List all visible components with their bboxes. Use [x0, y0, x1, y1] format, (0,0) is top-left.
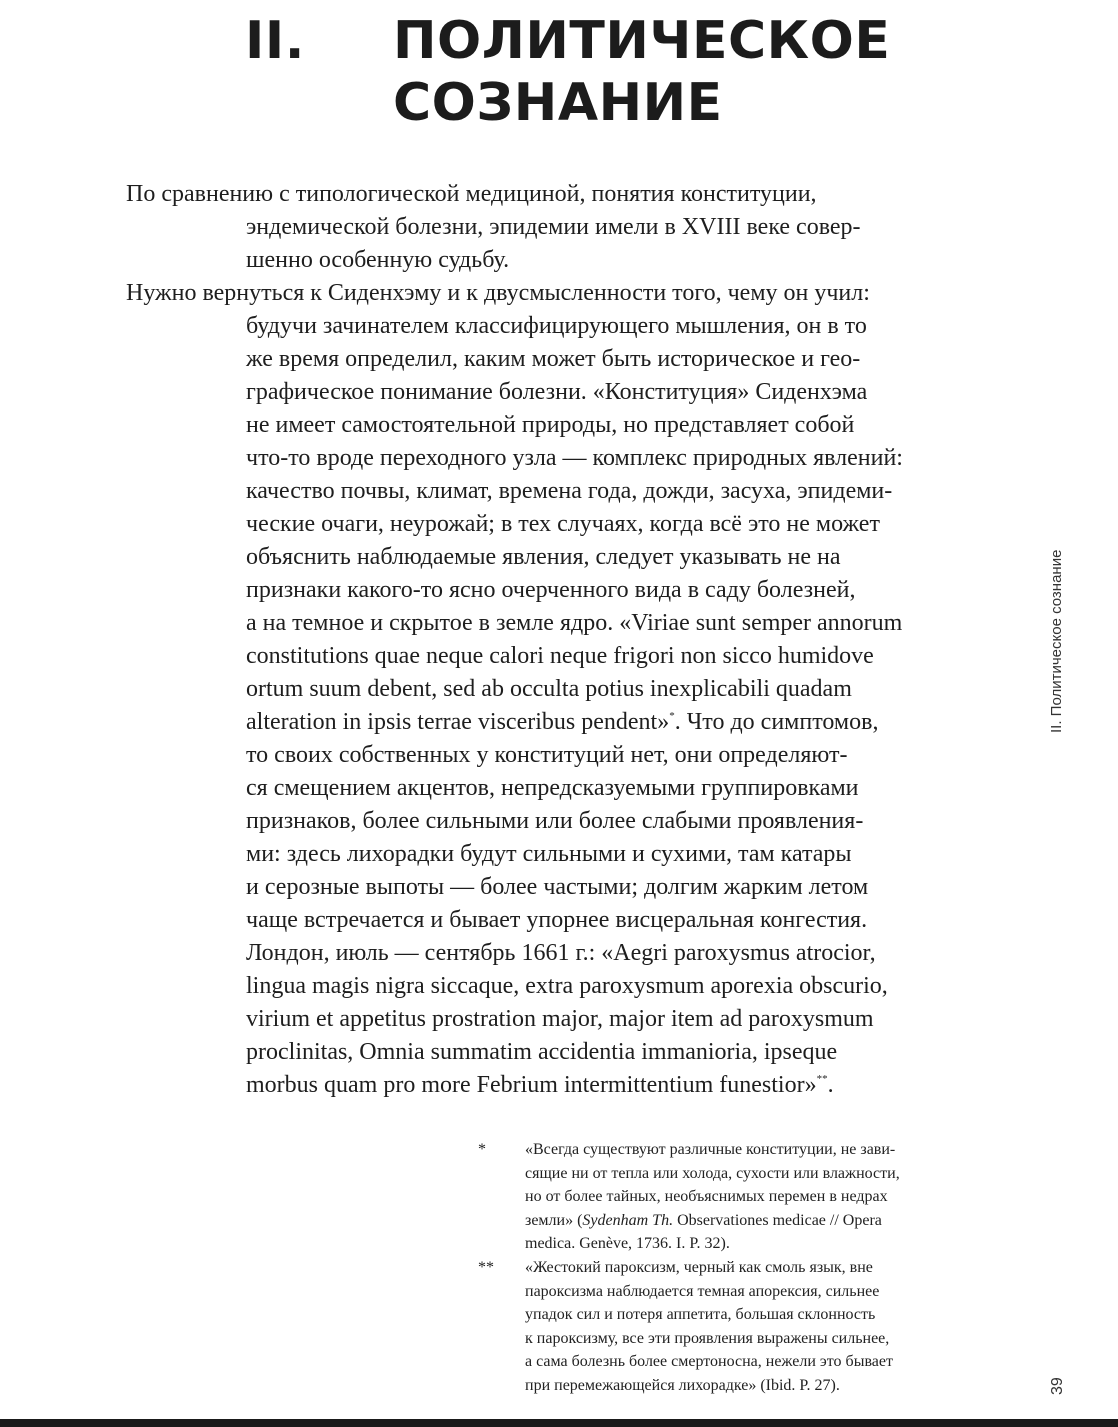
text-segment: alteration in ipsis terrae visceribus pendent» [246, 709, 670, 735]
text-line: ся смещением акцентов, непредсказуемыми группировками [246, 775, 859, 801]
text-line: графическое понимание болезни. «Конституция» Сиденхэма [246, 379, 868, 405]
footnote-line: сящие ни от тепла или холода, сухости или влажности, [525, 1164, 900, 1182]
bottom-rule [0, 1419, 1118, 1427]
text-line: ortum suum debent, sed ab occulta potius inexplicabili quadam [246, 676, 852, 702]
text-segment: morbus quam pro more Febrium intermittentium funestior» [246, 1072, 817, 1098]
text-line: что-то вроде переходного узла — комплекс природных явлений: [246, 445, 903, 471]
footnote-marker: ** [478, 1258, 494, 1276]
footnote-segment: земли» ( [525, 1211, 583, 1229]
footnote-text [525, 1138, 1008, 1256]
footnotes [478, 1138, 1008, 1398]
text-line: lingua magis nigra siccaque, extra paroxysmum aporexia obscurio, [246, 973, 888, 999]
text-line: ческие очаги, неурожай; в тех случаях, когда всё это не может [246, 511, 880, 537]
text-line: чаще встречается и бывает упорнее висцеральная конгестия. [246, 907, 868, 933]
text-line: Нужно вернуться к Сиденхэму и к двусмысленности того, чему он учил: [126, 280, 870, 306]
footnote-line: medica. Genève, 1736. I. P. 32). [525, 1235, 730, 1253]
footnote-line: при перемежающейся лихорадке» (Ibid. P. 27). [525, 1376, 840, 1394]
footnote-line: пароксизма наблюдается темная апорексия, сильнее [525, 1282, 880, 1300]
footnote-2 [478, 1256, 1008, 1398]
chapter-title-line: СОЗНАНИЕ [393, 73, 723, 133]
text-line: Лондон, июль — сентябрь 1661 г.: «Aegri paroxysmus atrocior, [246, 940, 876, 966]
chapter-title [393, 10, 1013, 134]
text-line: же время определил, каким может быть историческое и гео- [246, 346, 861, 372]
text-line: proclinitas, Omnia summatim accidentia immanioria, ipseque [246, 1039, 838, 1065]
text-line: а на темное и скрытое в земле ядро. «Viriae sunt semper annorum [246, 610, 903, 636]
text-line-with-note [126, 706, 1012, 739]
footnote-line: «Всегда существуют различные конституции, не зави- [525, 1141, 896, 1158]
text-line: качество почвы, климат, времена года, дожди, засуха, эпидеми- [246, 478, 893, 504]
footnote-ref: * [669, 710, 675, 722]
chapter-title-line: ПОЛИТИЧЕСКОЕ [393, 11, 891, 71]
chapter-number: II. [245, 11, 305, 71]
paragraph-1 [126, 178, 1012, 277]
page-number: 39 [1049, 1377, 1066, 1395]
text-segment: . Что до симптомов, [674, 709, 879, 735]
text-line: constitutions quae neque calori neque frigori non sicco humidove [246, 643, 874, 669]
text-line: объяснить наблюдаемые явления, следует указывать не на [246, 544, 841, 570]
text-line: то своих собственных у конституций нет, они определяют- [246, 742, 848, 768]
text-line: эндемической болезни, эпидемии имели в XVIII веке совер- [246, 214, 861, 240]
footnote-ref: ** [816, 1073, 828, 1085]
text-line: ми: здесь лихорадки будут сильными и сухими, там катары [246, 841, 852, 867]
running-head: II. Политическое сознание [1048, 549, 1065, 733]
footnote-line: «Жестокий пароксизм, черный как смоль язык, вне [525, 1258, 873, 1276]
text-line: будучи зачинателем классифицирующего мышления, он в то [246, 313, 867, 339]
footnote-line: упадок сил и потеря аппетита, большая склонность [525, 1306, 876, 1324]
text-line: признаки какого-то ясно очерченного вида в саду болезней, [246, 577, 856, 603]
text-line-with-note [126, 1069, 1012, 1102]
citation-author: Sydenham Th. [582, 1211, 674, 1229]
footnote-1 [478, 1138, 1008, 1256]
text-line: и серозные выпоты — более частыми; долгим жарким летом [246, 874, 869, 900]
text-line: virium et appetitus prostration major, major item ad paroxysmum [246, 1006, 874, 1032]
citation-title: Observationes medicae // Opera [673, 1211, 882, 1229]
footnote-line: к пароксизму, все эти проявления выражены сильнее, [525, 1329, 890, 1347]
footnote-line-citation [525, 1209, 1008, 1233]
text-line: По сравнению с типологической медициной, понятия конституции, [126, 181, 817, 207]
footnote-text [525, 1256, 1008, 1398]
text-line: признаков, более сильными или более слабыми проявления- [246, 808, 864, 834]
text-line: шенно особенную судьбу. [246, 247, 510, 273]
footnote-marker: * [478, 1141, 486, 1158]
footnote-line: но от более тайных, необъяснимых перемен в недрах [525, 1188, 888, 1206]
text-segment: . [827, 1072, 834, 1098]
body-text [126, 178, 1012, 1102]
paragraph-2 [126, 277, 1012, 1102]
footnote-line: а сама болезнь более смертоносна, нежели это бывает [525, 1353, 893, 1371]
text-line: не имеет самостоятельной природы, но представляет собой [246, 412, 855, 438]
